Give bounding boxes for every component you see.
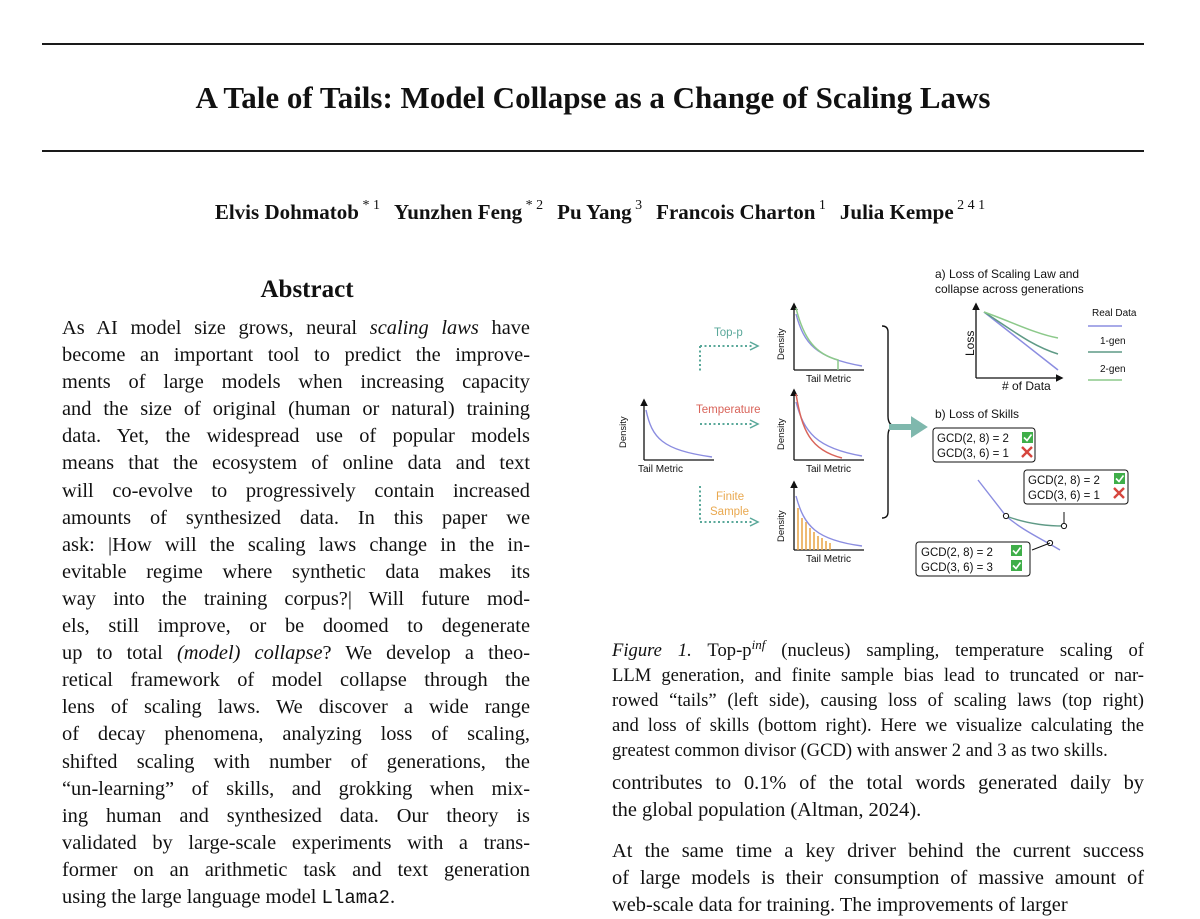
abstract-line: retical framework of model collapse through the [62, 669, 530, 692]
author-name: Pu Yang [557, 200, 632, 224]
abstract-line: become an important tool to predict the improve- [62, 344, 530, 367]
caption-label: Figure 1. [612, 640, 692, 662]
skill-box-3 [916, 542, 1030, 576]
check-icon [1022, 432, 1033, 443]
panel-a-title-line2: collapse across generations [935, 282, 1084, 296]
title-bottom-rule [42, 150, 1144, 152]
branch-label-finite: Finite [716, 491, 745, 503]
author-2 [394, 200, 543, 224]
abstract-line: els, still improve, or be doomed to degenerate [62, 615, 530, 638]
check-icon [1011, 545, 1022, 556]
body-line: At the same time a key driver behind the current success [612, 840, 1144, 862]
skill-gen-point [1061, 523, 1066, 528]
caption-line: rowed “tails” (left side), causing loss of scaling laws (top right) [612, 690, 1144, 712]
panel-a-legend [1088, 308, 1137, 380]
author-4 [656, 200, 826, 224]
author-affiliation: 2 4 1 [953, 198, 986, 213]
skill-box-2-line1: GCD(2, 8) = 2 [1028, 475, 1100, 487]
abstract-line: will co-evolve to progressively contain increased [62, 479, 530, 502]
paper-title: A Tale of Tails: Model Collapse as a Change of Scaling Laws [195, 80, 991, 115]
top-p-real-curve [796, 314, 862, 366]
finite-sample-density-label: Density [776, 510, 787, 542]
temperature-tail-metric-label: Tail Metric [806, 464, 852, 475]
top-p-truncated-curve [796, 308, 838, 370]
abstract-line: up to total (model) collapse? We develop a theo- [62, 642, 530, 665]
skill-box-2 [1024, 470, 1128, 504]
skill-box-2-line2: GCD(3, 6) = 1 [1028, 490, 1100, 502]
body-line: web-scale data for training. The improvements of larger [612, 894, 1068, 917]
abstract-line: As AI model size grows, neural scaling laws have [62, 317, 530, 339]
author-name: Francois Charton [656, 200, 816, 224]
author-name: Yunzhen Feng [393, 200, 523, 224]
panel-b-title: b) Loss of Skills [935, 407, 1020, 421]
legend-real-data-label: Real Data [1092, 308, 1137, 319]
top-p-tail-metric-label: Tail Metric [806, 374, 852, 385]
left-density-label: Density [618, 416, 629, 448]
panel-a-title-line1: a) Loss of Scaling Law and [935, 267, 1080, 281]
abstract-body [62, 315, 530, 912]
abstract-line: ask: |How will the scaling laws change in the in- [62, 533, 530, 556]
abstract-line: ing human and synthesized data. Our theory is [62, 804, 530, 827]
abstract-line: using the large language model Llama2. [62, 885, 396, 909]
abstract-line: former on an arithmetic task and text generation [62, 858, 530, 881]
caption-line: LLM generation, and finite sample bias lead to truncated or nar- [612, 665, 1144, 687]
branch-label-temperature: Temperature [696, 404, 761, 416]
author-name: Elvis Dohmatob [214, 200, 359, 224]
skill-gen-line [1006, 516, 1064, 526]
abstract-line: means that the ecosystem of online data and text [62, 452, 530, 475]
temperature-density-label: Density [776, 418, 787, 450]
figure-1 [612, 260, 1152, 590]
caption-line: Figure 1. Top-$p^{inf}$ (nucleus) sampling, temperature scaling of [612, 637, 1144, 662]
skill-box-1 [933, 428, 1035, 462]
skill-box-3-line1: GCD(2, 8) = 2 [921, 547, 993, 559]
finite-sample-plot [776, 482, 864, 565]
skill-box-1-line1: GCD(2, 8) = 2 [937, 433, 1009, 445]
branch-label-sample: Sample [710, 506, 749, 518]
abstract-heading: Abstract [260, 276, 354, 303]
author-affiliation: 3 [631, 198, 643, 213]
abstract-line: “un-learning” of skills, and grokking when mix- [62, 777, 530, 800]
summary-bracket [882, 326, 896, 518]
temperature-plot [776, 390, 864, 475]
author-3 [557, 200, 642, 224]
abstract-line: of decay phenomena, analyzing loss of scaling, [62, 723, 530, 746]
author-affiliation: * 2 [522, 198, 544, 213]
abstract-line: data. Yet, the widespread use of popular models [62, 425, 530, 448]
top-p-plot [776, 304, 864, 385]
skill-real-pointer [1032, 543, 1050, 550]
top-rule [42, 43, 1144, 45]
abstract-line: validated by large-scale experiments with a trans- [62, 831, 530, 854]
body-line: contributes to 0.1% of the total words generated daily by [612, 772, 1144, 794]
abstract-line: evitable regime where synthetic data makes its [62, 560, 530, 583]
legend-gen1-label: 1-gen [1100, 336, 1126, 347]
panel-a-data-label: # of Data [1002, 379, 1051, 393]
legend-gen2-label: 2-gen [1100, 364, 1126, 375]
full-tail-curve [646, 410, 712, 457]
author-affiliation: * 1 [358, 198, 380, 213]
author-5 [840, 200, 985, 224]
real-data-line [984, 312, 1058, 370]
author-1 [215, 200, 380, 224]
author-name: Julia Kempe [839, 200, 954, 224]
finite-sample-tail-metric-label: Tail Metric [806, 554, 852, 565]
abstract-line: and the size of original (human or natural) training [62, 398, 530, 421]
author-list [0, 200, 1200, 225]
gen2-curve [984, 312, 1058, 338]
skill-branch-point [1003, 513, 1008, 518]
check-icon [1114, 473, 1125, 484]
caption-line: and loss of skills (bottom right). Here we visualize calculating the [612, 715, 1144, 737]
abstract-line: way into the training corpus?| Will future mod- [62, 587, 530, 610]
panel-a-loss-label: Loss [963, 330, 977, 356]
abstract-line: amounts of synthesized data. In this paper we [62, 506, 530, 529]
body-paragraph-1 [612, 770, 1144, 824]
scaling-law-plot [963, 304, 1062, 393]
skill-box-3-line2: GCD(3, 6) = 3 [921, 562, 993, 574]
top-p-density-label: Density [776, 328, 787, 360]
abstract-line: ments of large models when increasing capacity [62, 371, 530, 394]
caption-line: greatest common divisor (GCD) with answer 2 and 3 as two skills. [612, 740, 1108, 762]
author-affiliation: 1 [815, 198, 826, 213]
body-line: the global population (Altman, 2024). [612, 799, 922, 822]
abstract-line: lens of scaling laws. We discover a wide range [62, 696, 530, 719]
left-tail-metric-label: Tail Metric [638, 464, 684, 475]
figure-caption [612, 632, 1144, 763]
check-icon [1011, 560, 1022, 571]
skill-box-1-line2: GCD(3, 6) = 1 [937, 448, 1009, 460]
gen1-curve [984, 312, 1058, 354]
body-line: of large models is their consumption of massive amount of [612, 867, 1144, 890]
summary-arrow [890, 418, 926, 436]
abstract-line: shifted scaling with number of generations, the [62, 750, 530, 773]
branch-label-top-p: Top-p [714, 327, 743, 339]
body-paragraph-2 [612, 838, 1144, 919]
